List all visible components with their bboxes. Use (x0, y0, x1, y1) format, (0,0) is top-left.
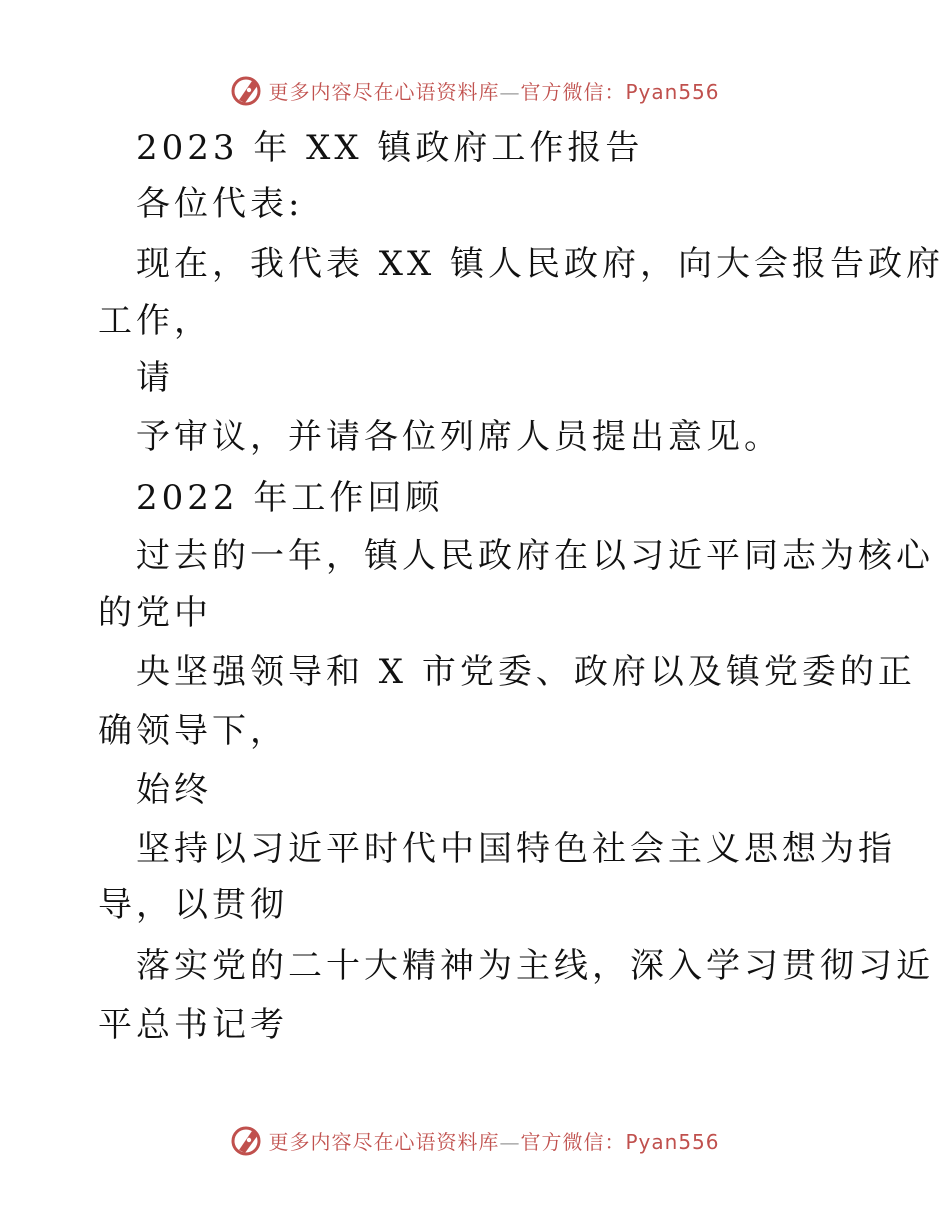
paragraph-line: 始终 (136, 770, 212, 810)
header-watermark (0, 70, 950, 110)
paragraph-line: 现在，我代表 XX 镇人民政府，向大会报告政府 (136, 244, 945, 284)
paragraph-line: 的党中 (98, 593, 212, 633)
footer-watermark (0, 1120, 950, 1160)
paragraph-line: 确领导下， (98, 711, 288, 751)
paragraph-line: 央坚强领导和 X 市党委、政府以及镇党委的正 (136, 652, 916, 692)
watermark-text: 更多内容尽在心语资料库—官方微信：Pyan556 (268, 1129, 720, 1154)
section-heading: 2022 年工作回顾 (136, 478, 444, 518)
pen-nib-circle-icon (230, 73, 264, 107)
paragraph-line: 予审议，并请各位列席人员提出意见。 (136, 417, 782, 457)
paragraph-line: 导，以贯彻 (98, 885, 288, 925)
paragraph-line: 坚持以习近平时代中国特色社会主义思想为指 (136, 829, 896, 869)
salutation: 各位代表: (136, 184, 304, 224)
watermark-text: 更多内容尽在心语资料库—官方微信：Pyan556 (268, 79, 720, 104)
paragraph-line: 工作， (98, 301, 212, 341)
pen-nib-circle-icon (230, 1123, 264, 1157)
paragraph-line: 平总书记考 (98, 1005, 288, 1045)
paragraph-line: 请 (136, 358, 174, 398)
paragraph-line: 过去的一年，镇人民政府在以习近平同志为核心 (136, 536, 934, 576)
paragraph-line: 落实党的二十大精神为主线，深入学习贯彻习近 (136, 946, 934, 986)
report-title: 2023 年 XX 镇政府工作报告 (136, 128, 644, 168)
